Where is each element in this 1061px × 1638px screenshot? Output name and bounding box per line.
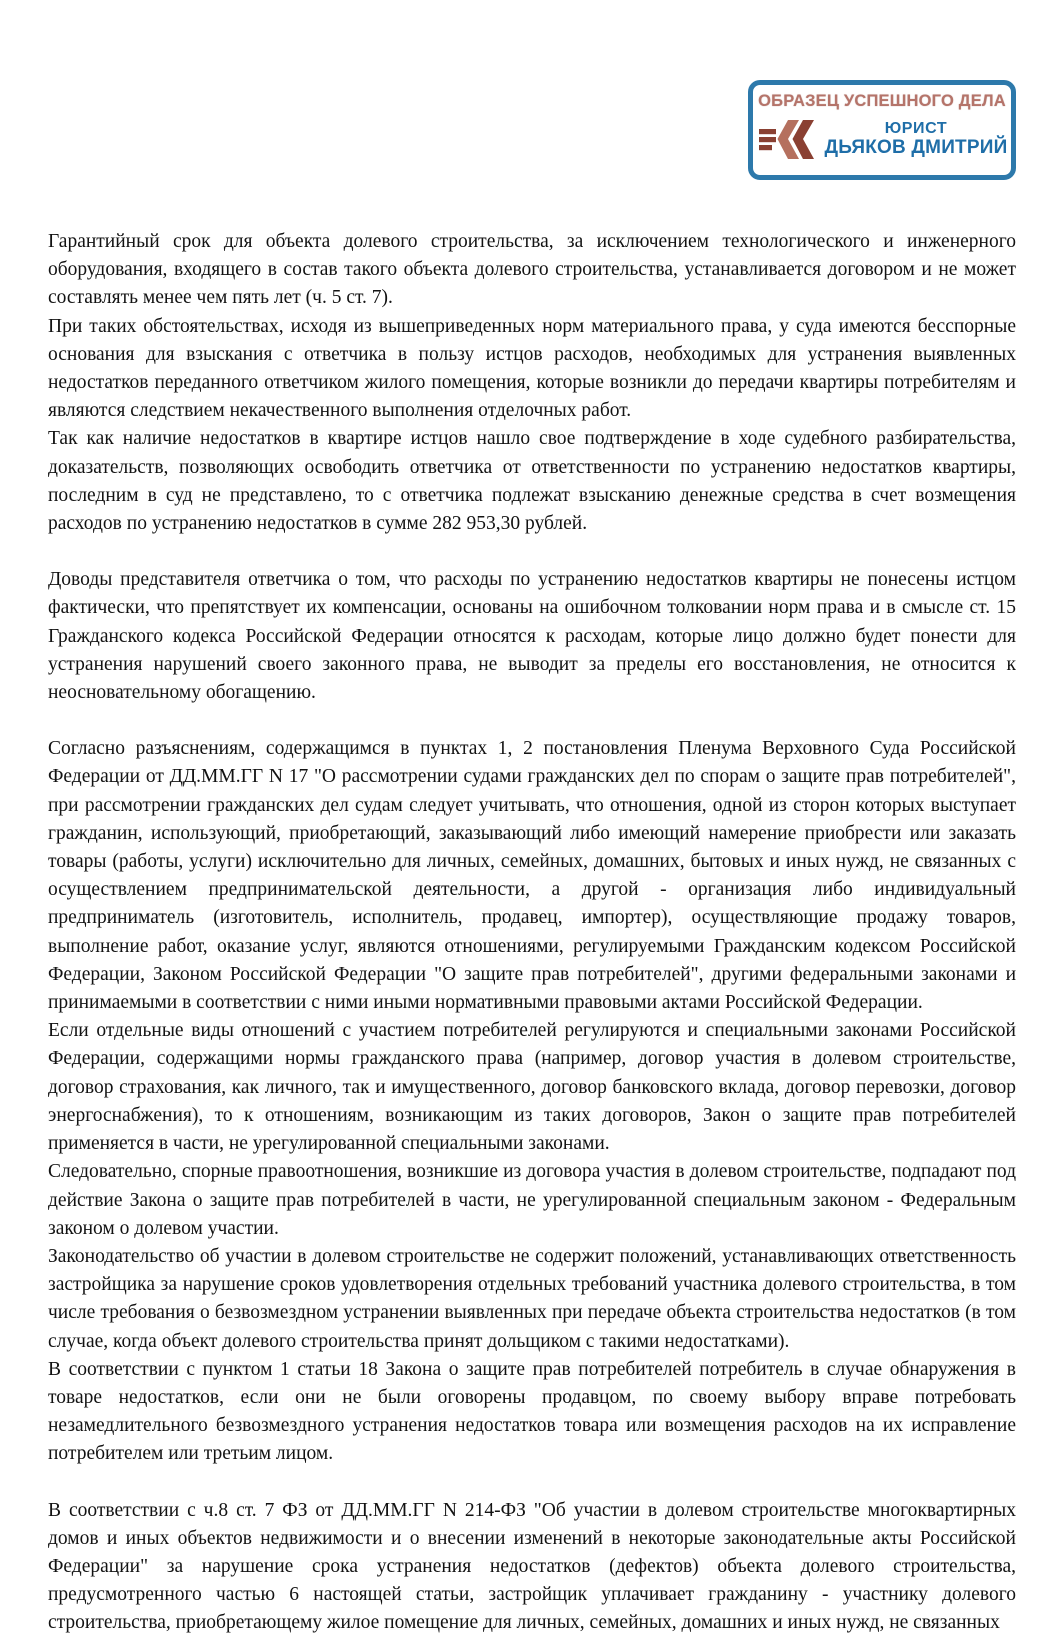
paragraph-spacer [48,1469,1016,1497]
stamp-person-name: ДЬЯКОВ ДМИТРИЙ [824,136,1008,158]
text-block-defendant-arguments [48,566,1016,707]
stamp-profession: ЮРИСТ [884,120,948,138]
stamp-body [753,115,1011,163]
paragraph: Если отдельные виды отношений с участием потребителей регулируются и специальными законами Российской Федерации, содержащими нормы гражданского права (например, договор участия в долевом строительстве, договор страхования, как личного, так и имущественного, договор банковского вклада, договор перевозки, договор энергоснабжения), то к отношениям, возникающим из таких договоров, Закон о защите прав потребителей применяется в части, не урегулированной специальными законами. [48,1020,1016,1155]
paragraph: В соответствии с пунктом 1 статьи 18 Закона о защите прав потребителей потребитель в случае обнаружения в товаре недостатков, если они не были оговорены продавцом, по своему выбору вправе потребовать незамедлительного безвозмездного устранения недостатков товара или возмещения расходов на их исправление потребителем или третьим лицом. [48,1358,1016,1465]
stamp-title: ОБРАЗЕЦ УСПЕШНОГО ДЕЛА [758,92,1006,110]
paragraph: В соответствии с ч.8 ст. 7 ФЗ от ДД.ММ.ГГ N 214-ФЗ "Об участии в долевом строительстве многоквартирных домов и иных объектов недвижимости и о внесении изменений в некоторые законодательные акты Российской Федерации" за нарушение срока устранения недостатков (дефектов) объекта долевого строительства, предусмотренного частью 6 настоящей статьи, застройщик уплачивает гражданину - участнику долевого строительства, приобретающему жилое помещение для личных, семейных, домашних и иных нужд, не связанных [48,1499,1016,1634]
paragraph: Следовательно, спорные правоотношения, возникшие из договора участия в долевом строительстве, подпадают под действие Закона о защите прав потребителей в части, не урегулированной специальным законом - Федеральным законом о долевом участии. [48,1161,1016,1239]
logo-mark-k-icon [757,115,821,163]
paragraph: Так как наличие недостатков в квартире истцов нашло свое подтверждение в ходе судебного разбирательства, доказательств, позволяющих освободить ответчика от ответственности по устранению недостатков квартиры, последним в суд не представлено, то с ответчика подлежат взысканию денежные средства в счет возмещения расходов по устранению недостатков в сумме 282 953,30 рублей. [48,428,1016,535]
document-text-body [48,228,1016,1638]
paragraph: Доводы представителя ответчика о том, что расходы по устранению недостатков квартиры не понесены истцом фактически, что препятствует их компенсации, основаны на ошибочном толковании норм права и в смысле ст. 15 Гражданского кодекса Российской Федерации относятся к расходам, которые лицо должно будет понести для устранения нарушений своего законного права, не выводит за пределы его восстановления, не относится к неосновательному обогащению. [48,569,1016,704]
text-block-214-fz [48,1497,1016,1638]
paragraph: При таких обстоятельствах, исходя из вышеприведенных норм материального права, у суда имеются бесспорные основания для взыскания с ответчика в пользу истцов расходов, необходимых для устранения выявленных недостатков переданного ответчиком жилого помещения, которые возникли до передачи квартиры потребителям и являются следствием некачественного выполнения отделочных работ. [48,315,1016,422]
text-block-guarantee-period [48,228,1016,538]
paragraph: Гарантийный срок для объекта долевого строительства, за исключением технологического и инженерного оборудования, входящего в состав такого объекта долевого строительства, устанавливается договором и не может составлять менее чем пять лет (ч. 5 ст. 7). [48,231,1016,309]
success-case-stamp [748,80,1016,180]
paragraph: Согласно разъяснениям, содержащимся в пунктах 1, 2 постановления Пленума Верховного Суда Российской Федерации от ДД.ММ.ГГ N 17 "О рассмотрении судами гражданских дел по спорам о защите прав потребителей", при рассмотрении гражданских дел судам следует учитывать, что отношения, одной из сторон которых выступает гражданин, использующий, приобретающий, заказывающий либо имеющий намерение приобрести или заказать товары (работы, услуги) исключительно для личных, семейных, домашних, бытовых и иных нужд, не связанных с осуществлением предпринимательской деятельности, а другой - организация либо индивидуальный предприниматель (изготовитель, исполнитель, продавец, импортер), осуществляющие продажу товаров, выполнение работ, оказание услуг, являются отношениями, регулируемыми Гражданским кодексом Российской Федерации, Законом Российской Федерации "О защите прав потребителей", другими федеральными законами и принимаемыми в соответствии с ними иными нормативными правовыми актами Российской Федерации. [48,738,1016,1014]
paragraph: Законодательство об участии в долевом строительстве не содержит положений, устанавливающих ответственность застройщика за нарушение сроков удовлетворения отдельных требований участника долевого строительства, в том числе требования о безвозмездном устранении выявленных при передаче объекта строительства недостатков (в том случае, когда объект долевого строительства принят дольщиком с такими недостатками). [48,1245,1016,1352]
stamp-names [825,121,1008,157]
paragraph-spacer [48,538,1016,566]
text-block-plenum-explanations [48,735,1016,1468]
paragraph-spacer [48,707,1016,735]
